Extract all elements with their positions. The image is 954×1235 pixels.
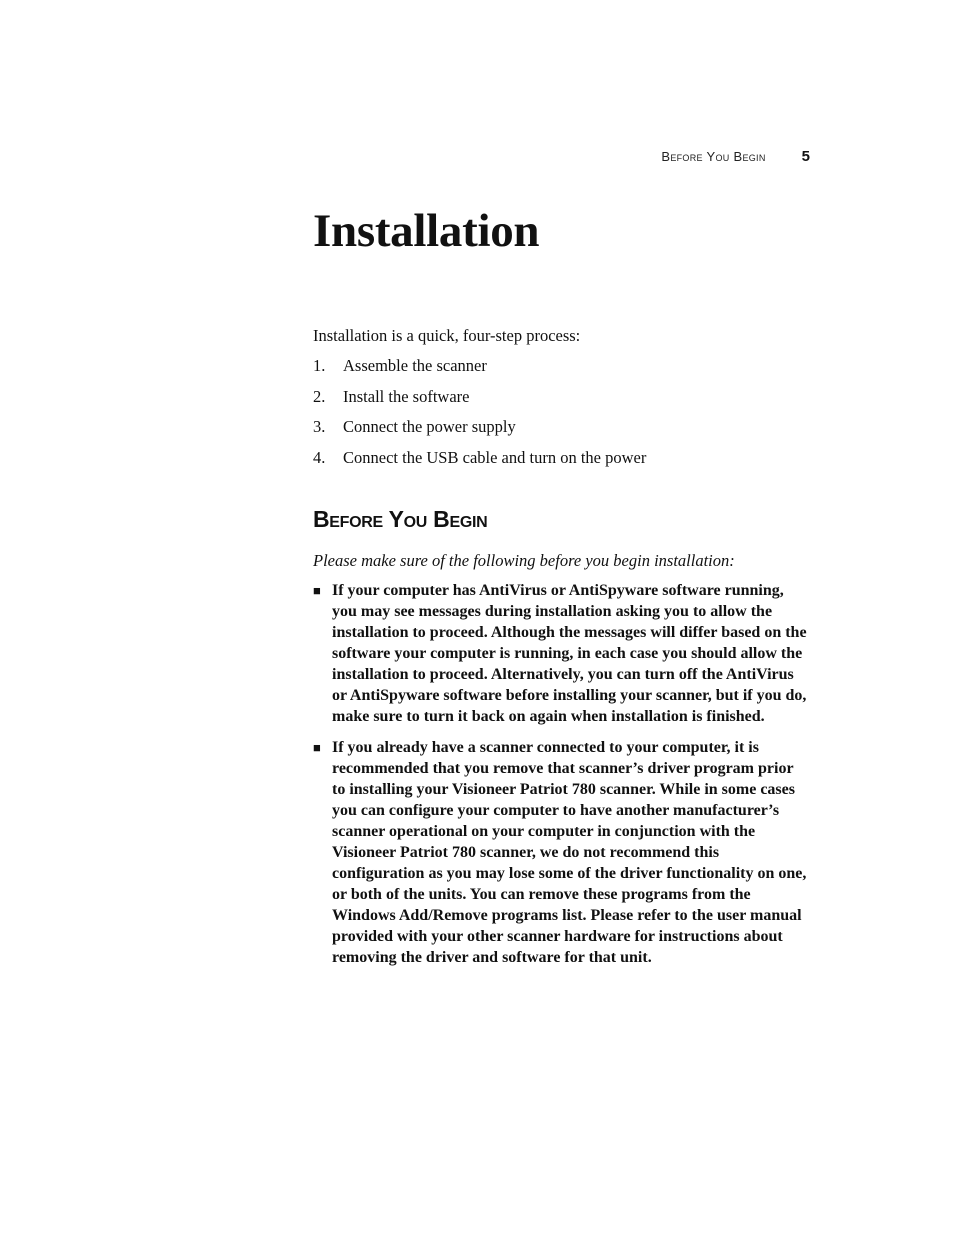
page-number: 5	[801, 148, 810, 165]
section-lead: Please make sure of the following before you begin installation:	[313, 550, 735, 570]
step-number: 3.	[313, 417, 326, 436]
square-bullet-icon: ■	[313, 582, 321, 598]
step-item	[313, 386, 813, 408]
step-number: 4.	[313, 447, 326, 467]
square-bullet-icon: ■	[313, 739, 321, 755]
page-content	[313, 200, 813, 978]
step-number: 1.	[313, 356, 326, 375]
list-item-text: If you already have a scanner connected to your computer, it is recommended that you remove that scanner’s driver program prior to installing your Visioneer Patriot 780 scanner. While in some cases you can configure your computer to have another manufacturer’s scanner operational on your computer in conjunction with the Visioneer Patriot 780 scanner, we do not recommend this configuration as you may lose some of the driver functionality on one, or both of the units. You can remove these programs from the Windows Add/Remove programs list. Please refer to the user manual provided with your other scanner hardware for instructions about removing the driver and software for that unit.	[332, 738, 807, 966]
step-text: Connect the USB cable and turn on the power	[343, 447, 647, 467]
step-text: Connect the power supply	[343, 417, 516, 436]
list-item	[313, 580, 813, 727]
list-item	[313, 737, 813, 968]
step-item	[313, 447, 813, 469]
step-number: 2.	[313, 386, 326, 406]
running-header-section: Before You Begin	[661, 149, 766, 164]
section-heading: Before You Begin	[313, 505, 488, 532]
intro-paragraph: Installation is a quick, four-step process:	[313, 326, 581, 345]
list-item-text: If your computer has AntiVirus or AntiSpyware software running, you may see messages during installation asking you to allow the installation to proceed. Although the messages will differ based on the software your computer is running, in each case you should allow the installation to proceed. Alternatively, you can turn off the AntiVirus or AntiSpyware software before installing your scanner, but if you do, make sure to turn it back on again when installation is finished.	[332, 581, 807, 725]
prerequisite-list	[313, 580, 813, 968]
step-text: Install the software	[343, 386, 470, 406]
running-header	[661, 148, 810, 165]
installation-steps	[313, 355, 813, 469]
step-item	[313, 416, 813, 438]
step-item	[313, 355, 813, 377]
step-text: Assemble the scanner	[343, 356, 487, 375]
page-title: Installation	[313, 205, 540, 257]
